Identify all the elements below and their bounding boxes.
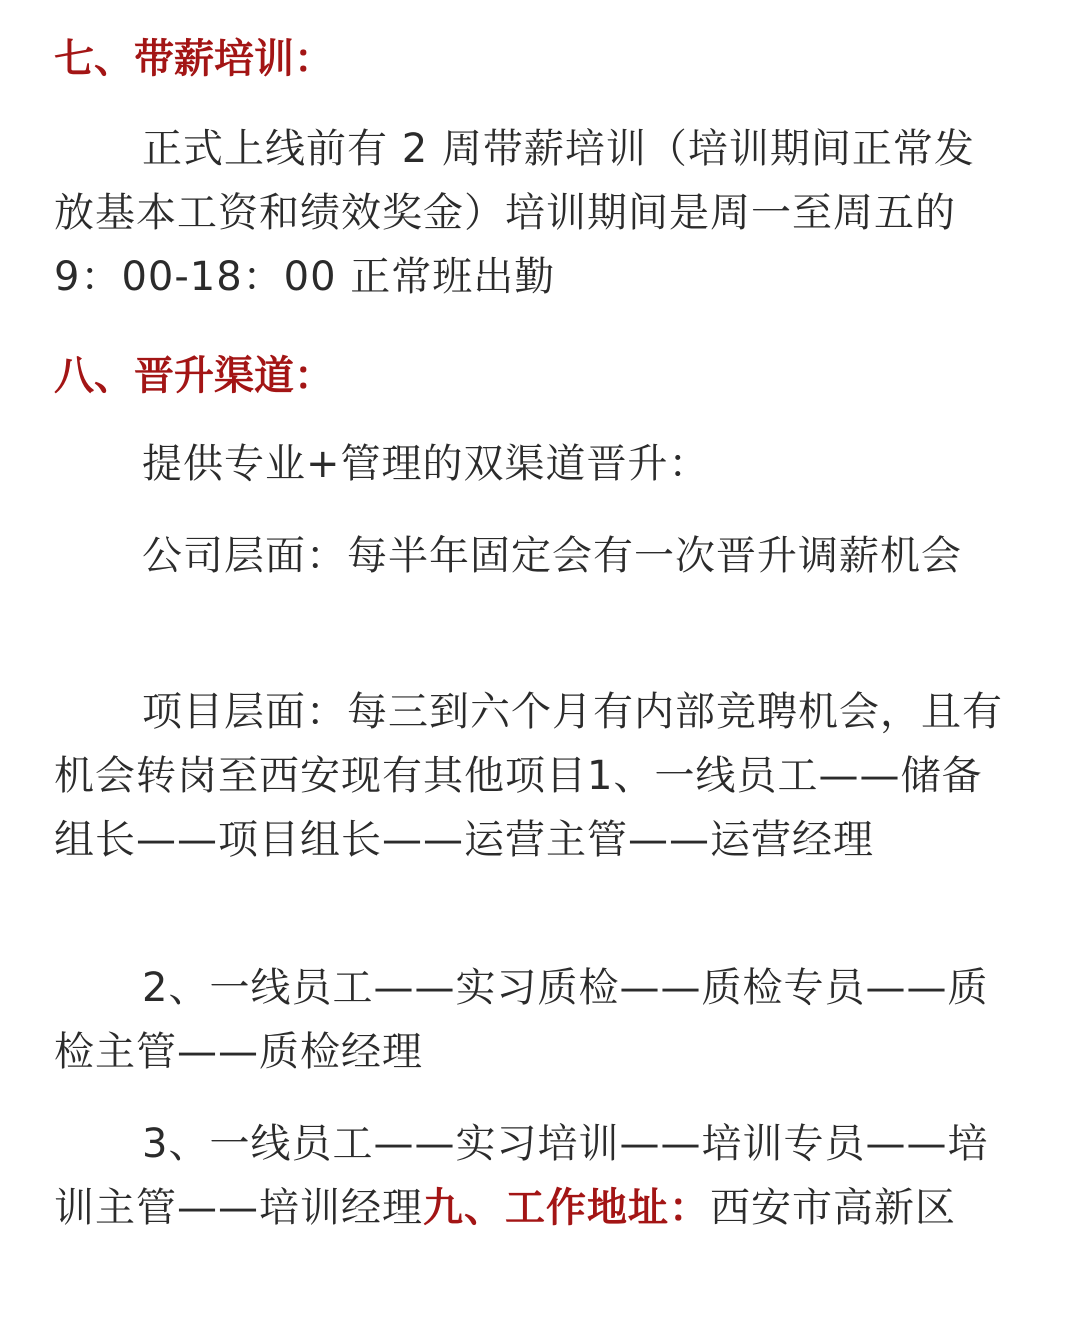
training-paragraph: 正式上线前有 2 周带薪培训（培训期间正常发放基本工资和绩效奖金）培训期间是周一至周五的 9：00-18：00 正常班出勤 <box>54 126 975 300</box>
promotion-project-level: 项目层面：每三到六个月有内部竞聘机会，且有机会转岗至西安现有其他项目1、一线员工——储备组长——项目组长——运营主管——运营经理 <box>54 689 1003 863</box>
section-heading-promotion: 八、晋升渠道： <box>54 353 334 399</box>
promotion-intro: 提供专业+管理的双渠道晋升： <box>142 441 710 487</box>
promotion-path-quality: 2、一线员工——实习质检——质检专员——质检主管——质检经理 <box>54 965 989 1075</box>
section-heading-training: 七、带薪培训： <box>54 36 334 82</box>
work-address: 西安市高新区 <box>710 1185 956 1231</box>
section-heading-address: 九、工作地址： <box>423 1185 710 1231</box>
promotion-path-training-text: 3、一线员工——实习培训——培训专员——培训主管——培训经理 <box>54 1121 989 1231</box>
promotion-company-level: 公司层面：每半年固定会有一次晋升调薪机会 <box>142 533 962 579</box>
promotion-path-training <box>54 1112 1014 1240</box>
